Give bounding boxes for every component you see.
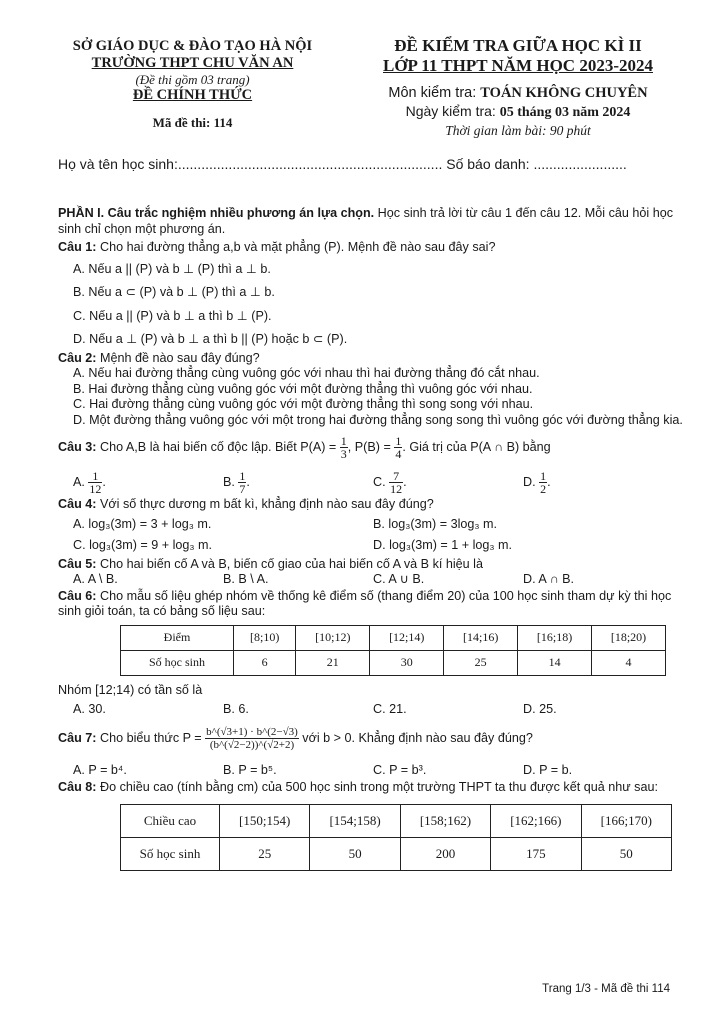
student-id-label: Số báo danh: (446, 156, 530, 172)
q5-option-c: C. A ∪ B. (373, 572, 425, 586)
q8-text: Đo chiều cao (tính bằng cm) của 500 học sinh trong một trường THPT ta thu được kết quả như sau: (96, 780, 658, 794)
q7-text-b: với b > 0. Khẳng định nào sau đây đúng? (298, 730, 533, 745)
q2-option-d: D. Một đường thẳng vuông góc với một trong hai đường thẳng song song thì vuông góc với đường thẳng kia. (73, 412, 683, 427)
table-cell: 50 (581, 837, 671, 870)
table-cell: [10;12) (296, 625, 370, 650)
q7-label: Câu 7: (58, 730, 97, 745)
table-row (121, 650, 666, 675)
q4-option-c: C. log₃(3m) = 9 + log₃ m. (73, 538, 213, 552)
table-row (121, 837, 672, 870)
q3-pa-fraction (340, 435, 348, 460)
table-cell: Điểm (121, 625, 234, 650)
date-label: Ngày kiểm tra: (405, 103, 500, 119)
q7-denominator: (b^(√2−2))^(√2+2) (209, 738, 295, 751)
q5-options (58, 572, 683, 588)
q3-pb-num: 1 (395, 434, 402, 448)
pages-note: (Đề thi gồm 03 trang) (135, 72, 250, 87)
table-cell: 6 (234, 650, 296, 675)
q6-text: Cho mẫu số liệu ghép nhóm về thống kê điểm số (thang điểm 20) của 100 học sinh tham dự kỳ thi học sinh giỏi toán, ta có bảng số liệu sau: (58, 588, 672, 618)
q7-option-d: D. P = b. (523, 762, 573, 777)
table-row (121, 804, 672, 837)
q1-option-a: A. Nếu a || (P) và b ⊥ (P) thì a ⊥ b. (73, 261, 271, 276)
q4-label: Câu 4: (58, 497, 97, 511)
table-cell: Chiều cao (121, 804, 220, 837)
q3-text-a: Cho A,B là hai biến cố độc lập. Biết P(A) = (96, 439, 340, 454)
table-row (121, 625, 666, 650)
q4-option-b: B. log₃(3m) = 3log₃ m. (373, 516, 497, 531)
q5-option-b: B. B \ A. (223, 572, 269, 586)
subject-line (358, 84, 678, 102)
q8-label: Câu 8: (58, 780, 97, 794)
q6-options (58, 702, 683, 718)
q3-b-den: 7 (239, 482, 246, 496)
time-limit: Thời gian làm bài: 90 phút (445, 123, 591, 138)
part1-heading (58, 206, 683, 237)
department: SỞ GIÁO DỤC & ĐÀO TẠO HÀ NỘI (72, 38, 313, 54)
subject-label: Môn kiểm tra: (388, 85, 481, 101)
student-name-field[interactable]: .................................................................... (177, 156, 443, 172)
q5-option-d: D. A ∩ B. (523, 572, 575, 586)
q1-option-b: B. Nếu a ⊂ (P) và b ⊥ (P) thì a ⊥ b. (73, 285, 275, 299)
table-cell: [154;158) (310, 804, 400, 837)
q1-label: Câu 1: (58, 240, 97, 254)
table-cell: [16;18) (518, 625, 592, 650)
question-4 (58, 497, 683, 513)
table-cell: 25 (220, 837, 310, 870)
table-cell: [12;14) (370, 625, 444, 650)
q3-label: Câu 3: (58, 439, 97, 454)
student-info-line (58, 156, 688, 172)
exam-title: ĐỀ KIỂM TRA GIỮA HỌC KÌ II (394, 36, 642, 55)
q3-d-den: 2 (540, 482, 547, 496)
q2-text: Mệnh đề nào sau đây đúng? (96, 350, 260, 365)
table-cell: [8;10) (234, 625, 296, 650)
table-cell: [162;166) (491, 804, 581, 837)
table-cell: [150;154) (220, 804, 310, 837)
q3-option-a: A. $\frac{1}{12}$ . (73, 469, 106, 496)
q1-option-d: D. Nếu a ⊥ (P) và b ⊥ a thì b || (P) hoặc b ⊂ (P). (73, 332, 348, 346)
q2-option-b: B. Hai đường thẳng cùng vuông góc với một đường thẳng thì vuông góc với nhau. (73, 381, 533, 396)
q4-option-d: D. log₃(3m) = 1 + log₃ m. (373, 538, 513, 552)
q6-option-c: C. 21. (373, 702, 407, 716)
table-cell: 21 (296, 650, 370, 675)
header-left (50, 38, 335, 131)
q6-after: Nhóm [12;14) có tần số là (58, 682, 203, 697)
q3-text-b: , P(B) = (347, 439, 395, 454)
q1-option-c: C. Nếu a || (P) và b ⊥ a thì b ⊥ (P). (73, 308, 272, 323)
q3-option-d: D. $\frac{1}{2}$ . (523, 469, 551, 496)
q3-option-c: C. $\frac{7}{12}$ . (373, 469, 407, 496)
q3-c-num: 7 (389, 470, 403, 483)
q6-option-d: D. 25. (523, 702, 557, 716)
q3-option-b: B. $\frac{1}{7}$ . (223, 469, 250, 496)
grade-year: LỚP 11 THPT NĂM HỌC 2023-2024 (383, 56, 653, 75)
q4-options-row1 (58, 517, 683, 533)
table-cell: [158;162) (400, 804, 490, 837)
q3-text-c: . Giá trị của P(A ∩ B) bằng (402, 439, 551, 454)
q4-text: Với số thực dương m bất kì, khẳng định nào sau đây đúng? (96, 497, 434, 511)
table-cell: 175 (491, 837, 581, 870)
exam-content (58, 206, 683, 871)
table-cell: [18;20) (592, 625, 666, 650)
q2-option-a: A. Nếu hai đường thẳng cùng vuông góc với nhau thì hai đường thẳng đó cắt nhau. (73, 366, 540, 380)
table-cell: 50 (310, 837, 400, 870)
q7-options (58, 763, 683, 779)
q2-label: Câu 2: (58, 350, 97, 365)
q3-d-letter: D. (523, 474, 536, 489)
table-cell: [166;170) (581, 804, 671, 837)
q4-option-a: A. log₃(3m) = 3 + log₃ m. (73, 516, 212, 531)
question-6 (58, 589, 683, 620)
date-line (358, 102, 678, 122)
q3-pa-num: 1 (340, 434, 347, 448)
q7-option-a: A. P = b⁴. (73, 762, 127, 777)
q5-option-a: A. A \ B. (73, 572, 118, 586)
q5-label: Câu 5: (58, 556, 97, 571)
q3-a-num: 1 (88, 470, 102, 483)
part1-intro: Học sinh trả lời từ câu 1 đến câu 12. Mỗi câu hỏi học sinh chỉ chọn một phương án. (58, 206, 673, 236)
q3-b-frac (238, 470, 246, 495)
q6-table (120, 625, 666, 676)
table-cell: 14 (518, 650, 592, 675)
question-2 (58, 351, 683, 367)
q3-c-den: 12 (390, 482, 403, 496)
q3-b-num: 1 (239, 469, 246, 483)
q7-option-b: B. P = b⁵. (223, 762, 277, 777)
question-7 (58, 726, 683, 751)
exam-code: Mã đề thi: 114 (152, 115, 233, 130)
q3-options (58, 470, 683, 495)
q3-d-num: 1 (540, 469, 547, 483)
q6-option-b: B. 6. (223, 702, 249, 716)
q4-options-row2 (58, 538, 683, 554)
q3-pa-den: 3 (340, 447, 347, 461)
q8-table (120, 804, 672, 871)
q1-text: Cho hai đường thẳng a,b và mặt phẳng (P). Mệnh đề nào sau đây sai? (96, 240, 496, 254)
table-cell: Số học sinh (121, 837, 220, 870)
question-8 (58, 780, 683, 796)
q6-label: Câu 6: (58, 588, 97, 603)
table-cell: Số học sinh (121, 650, 234, 675)
table-cell: 30 (370, 650, 444, 675)
page-footer: Trang 1/3 - Mã đề thi 114 (542, 983, 670, 995)
q7-text-a: Cho biểu thức P = (96, 730, 206, 745)
q3-c-letter: C. (373, 474, 386, 489)
q3-a-letter: A. (73, 474, 85, 489)
q7-option-c: C. P = b³. (373, 762, 427, 777)
q3-b-letter: B. (223, 474, 235, 489)
question-5 (58, 557, 683, 573)
official-label: ĐỀ CHÍNH THỨC (132, 87, 253, 103)
student-id-field[interactable]: ........................ (533, 156, 627, 172)
school-name: TRƯỜNG THPT CHU VĂN AN (91, 55, 294, 71)
table-cell: 200 (400, 837, 490, 870)
q2-option-c: C. Hai đường thẳng cùng vuông góc với một đường thẳng thì song song với nhau. (73, 397, 534, 411)
header-right (358, 36, 678, 139)
date-value: 05 tháng 03 năm 2024 (499, 105, 631, 120)
q5-text: Cho hai biến cố A và B, biến cố giao của hai biến cố A và B kí hiệu là (96, 556, 483, 571)
q3-a-frac (88, 470, 102, 495)
q7-fraction (205, 726, 299, 751)
table-cell: 4 (592, 650, 666, 675)
q7-numerator: b^(√3+1) · b^(2−√3) (206, 725, 298, 738)
question-3 (58, 435, 683, 460)
q3-d-frac (539, 470, 547, 495)
q3-a-den: 12 (89, 482, 102, 496)
q3-pb-den: 4 (395, 447, 402, 461)
subject-value: TOÁN KHÔNG CHUYÊN (480, 85, 648, 101)
table-cell: [14;16) (444, 625, 518, 650)
question-1 (58, 240, 683, 256)
student-name-label: Họ và tên học sinh: (58, 156, 178, 172)
q3-c-frac (389, 470, 403, 495)
table-cell: 25 (444, 650, 518, 675)
part1-title: PHẦN I. Câu trắc nghiệm nhiều phương án lựa chọn. (58, 206, 375, 220)
q6-option-a: A. 30. (73, 702, 106, 716)
